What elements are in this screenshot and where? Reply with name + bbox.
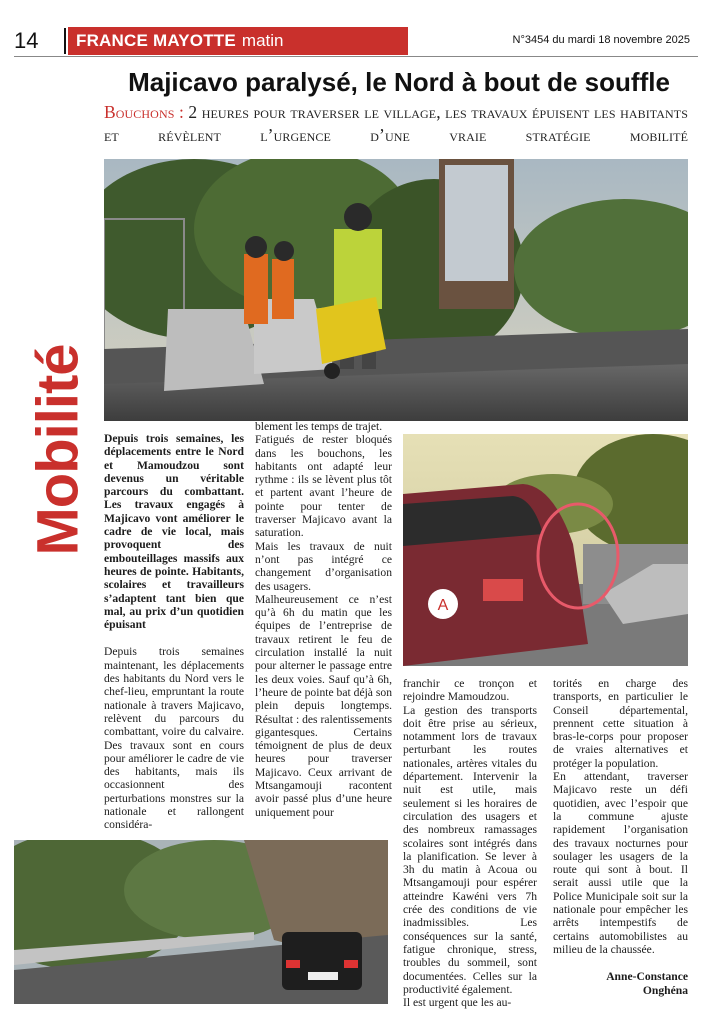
column-2-paragraph-1: blement les temps de trajet. [255, 420, 383, 433]
column-1 [104, 432, 244, 841]
column-2-paragraph-3: Mais les travaux de nuit n’ont pas intégré ce changement d’organisation des usagers. [255, 539, 392, 593]
column-3-paragraph-2: La gestion des transports doit être prise au sérieux, notamment lors de travaux perturbant les routes nationales, artères vitales du département. Intervenir la nuit est utile, mais seulement si les horaires de circulation des usagers et des nombreux ramassages scolaires sont intégrés dans la planification. Se lever à 3h du matin à Acoua ou Mtsangamouji pour espérer atteindre Kawéni vers 7h crée des conditions de vie inadmissibles. Les conséquences sur la santé, fatigue chronique, stress, troubles du sommeil, sont documentées. Celles sur la productivité également. [403, 703, 537, 996]
column-3 [403, 677, 537, 1009]
author-last-name: Onghéna [642, 983, 688, 997]
road-photo-illustration [14, 840, 388, 1004]
car-traffic-photo-illustration [403, 434, 688, 666]
column-3-paragraph-1: franchir ce tronçon et rejoindre Mamoudzou. [403, 677, 537, 704]
article-headline: Majicavo paralysé, le Nord à bout de souffle [128, 67, 670, 97]
column-3-paragraph-3: Il est urgent que les au- [403, 996, 512, 1010]
column-4-paragraph-1: torités en charge des transports, en particulier le Conseil départemental, prennent cette situation à bras-le-corps pour proposer de vraies alternatives et protéger la population. [553, 677, 688, 770]
column-4-paragraph-2: En attendant, traverser Majicavo reste un défi quotidien, avec l’espoir que la commune ajuste rapidement l’organisation des travaux nocturnes pour soulager les usagers de la route qui sont à bout. Il serait aussi utile que la Police Municipale soit sur la nationale pour empêcher les arrêts intempestifs de certains automobilistes au milieu de la chaussée. [553, 770, 688, 956]
article-signature [553, 970, 688, 997]
article-lead: Depuis trois semaines, les déplacements entre le Nord et Mamoudzou sont devenus un véritable parcours du combattant. Les travaux engagés à Majicavo vont améliorer le cadre de vie local, mais provoquent des embouteillages massifs aux heures de pointe. Habitants, scolaires et travailleurs s’adaptent tant bien que mal, au prix d’un quotidien épuisant [104, 432, 244, 632]
section-rubric [25, 330, 91, 570]
column-4 [553, 677, 688, 997]
deck-text: 2 heures pour traverser le village, les travaux épuisent les habitants et révèlent l’urgence d’une vraie stratégie mobilité [104, 102, 689, 145]
road-photo [14, 840, 388, 1004]
svg-text:A: A [437, 597, 449, 614]
column-2 [255, 420, 392, 819]
author-first-name: Anne-Constance [606, 970, 688, 984]
issue-date: N°3454 du mardi 18 novembre 2025 [512, 34, 690, 46]
brand-name: FRANCE MAYOTTE [76, 31, 236, 50]
column-2-paragraph-4: Malheureusement ce n’est qu’à 6h du matin que les équipes de l’entreprise de travaux retirent le feu de circulation installé la nuit pour alterner le passage entre les deux voies. Sauf qu’à 6h, l’heure de pointe bat déjà son plein depuis longtemps. Résultat : des ralentissements gigantesques. Certains témoignent de plus de deux heures pour traverser Majicavo. Ceux arrivant de Mtsangamouji racontent avoir passé plus d’une heure uniquement pour [255, 592, 392, 819]
newspaper-brand-bar [68, 27, 408, 55]
page-number: 14 [14, 28, 66, 54]
column-1-body: Depuis trois semaines maintenant, les déplacements des habitants du Nord vers le chef-lieu, empruntant la route nationale à travers Majicavo, relèvent du parcours du combattant, voire du calvaire. Des travaux sont en cours pour améliorer le cadre de vie des habitants, mais ils occasionnent des perturbations monstres sur la nationale et rallongent considéra- [104, 645, 244, 832]
deck-kicker: Bouchons : [104, 102, 184, 122]
rubric-label: Mobilité [25, 344, 91, 556]
column-2-paragraph-2: Fatigués de rester bloqués dans les bouchons, les habitants ont adapté leur rythme : ils se lèvent plus tôt et partent avant l’heure de pointe pour tenter de traverser Majicavo avant la saturation. [255, 433, 392, 540]
masthead-divider [14, 56, 698, 57]
car-photo [403, 434, 688, 666]
main-photo [104, 159, 688, 421]
brand-suffix: matin [241, 31, 284, 50]
article-deck [104, 101, 688, 147]
roadworks-photo-illustration [104, 159, 688, 421]
